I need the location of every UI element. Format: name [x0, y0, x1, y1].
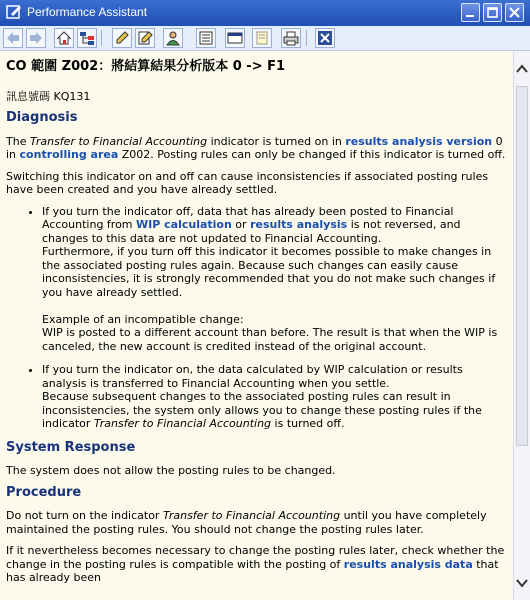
user-button[interactable]: [163, 28, 183, 48]
chevron-up-icon[interactable]: [514, 61, 530, 77]
arrow-left-icon: [5, 30, 21, 46]
procedure-paragraph-2: If it nevertheless becomes necessary to change the posting rules later, check whether the change in the posting rules is compatible with the posting of results analysis data that has already been: [6, 544, 505, 584]
controlling-area-link[interactable]: controlling area: [19, 148, 119, 161]
system-response-heading: System Response: [6, 439, 136, 455]
bullet-turn-on: • If you turn the indicator on, the data calculated by WIP calculation or results analysis is transferred to Financial Accounting when you settle. Because subsequent changes to the associated posting rules can result in inconsistencies, the system only allows you to change these posting rules if the indicator Transfer to Financial Accounting is turned off.: [42, 363, 506, 431]
results-analysis-version-link[interactable]: results analysis version: [345, 134, 493, 148]
maximize-button[interactable]: [483, 3, 502, 22]
pencil-icon: [114, 30, 130, 46]
technical-info-button[interactable]: [135, 28, 155, 48]
system-response-paragraph: The system does not allow the posting rules to be changed.: [6, 464, 336, 477]
home-button[interactable]: [54, 28, 74, 48]
window-icon: [227, 30, 243, 46]
minimize-button[interactable]: [461, 3, 480, 22]
close-icon: [506, 4, 523, 21]
document-list-icon: [198, 30, 214, 46]
minimize-icon: [462, 4, 479, 21]
edit-button[interactable]: [112, 28, 132, 48]
diagnosis-heading: Diagnosis: [6, 110, 78, 125]
close-window-button[interactable]: [505, 3, 524, 22]
vertical-scrollbar[interactable]: [513, 51, 530, 600]
notes-button[interactable]: [252, 28, 272, 48]
example-text: WIP is posted to a different account than before. The result is that when the WIP is canceled, the new account is credited instead of the original account.: [42, 326, 498, 353]
maximize-icon: [484, 4, 501, 21]
toolbar: [0, 26, 530, 51]
back-button[interactable]: [3, 28, 23, 48]
home-icon: [56, 30, 72, 46]
diagnosis-bullet-list: [6, 205, 506, 431]
performance-assistant-icon: [6, 4, 22, 20]
tree-structure-icon: [79, 30, 95, 46]
page-title: CO 範圍 Z002：將結算結果分析版本 0 -> F1: [6, 59, 286, 74]
diagnosis-paragraph: The Transfer to Financial Accounting indicator is turned on in results analysis version 0 in controlling area Z002. Posting rules can only be changed if this indicator is turned off.: [6, 134, 506, 161]
display-button[interactable]: [225, 28, 245, 48]
example-label: Example of an incompatible change:: [42, 312, 244, 326]
printer-icon: [283, 30, 299, 46]
print-button[interactable]: [281, 28, 301, 48]
bullet-turn-off: • If you turn the indicator off, data that has already been posted to Financial Accounting from WIP calculation or results analysis is not reversed, and changes to this data are not updated to Financial Accounting. Furthermore, if you turn off this indicator it becomes possible to make changes in the associated posting rules again. Because such changes can easily cause inconsistencies, it is strongly recommended that you do not make such changes if you have already settled. Example of an incompatible change: WIP is posted to a different account than before. The result is that when the WIP is canceled, the new account is credited instead of the original account.: [42, 205, 506, 354]
toolbar-separator: [101, 30, 102, 46]
structure-button[interactable]: [77, 28, 97, 48]
procedure-heading: Procedure: [6, 484, 82, 500]
results-analysis-link[interactable]: results analysis: [250, 218, 348, 231]
title-bar: [0, 0, 530, 26]
toolbar-separator: [306, 30, 307, 46]
results-analysis-data-link[interactable]: results analysis data: [343, 557, 473, 571]
message-number: 訊息號碼 KQ131: [6, 89, 91, 103]
info-button[interactable]: [196, 28, 216, 48]
close-button[interactable]: [315, 28, 335, 48]
document-area: [0, 51, 513, 600]
procedure-paragraph: Do not turn on the indicator Transfer to Financial Accounting until you have completely maintained the posting rules. You should not change the posting rules later.: [6, 509, 487, 536]
note-icon: [254, 30, 270, 46]
wip-calculation-link[interactable]: WIP calculation: [136, 218, 232, 231]
close-icon: [317, 30, 333, 46]
forward-button[interactable]: [26, 28, 46, 48]
person-icon: [165, 30, 181, 46]
edit-document-icon: [137, 30, 153, 46]
scroll-thumb[interactable]: [516, 86, 528, 446]
chevron-down-icon[interactable]: [514, 575, 530, 591]
arrow-right-icon: [28, 30, 44, 46]
window-title: Performance Assistant: [27, 5, 148, 19]
diagnosis-paragraph-2: Switching this indicator on and off can cause inconsistencies if associated posting rules have been created and you have already settled.: [6, 169, 489, 196]
